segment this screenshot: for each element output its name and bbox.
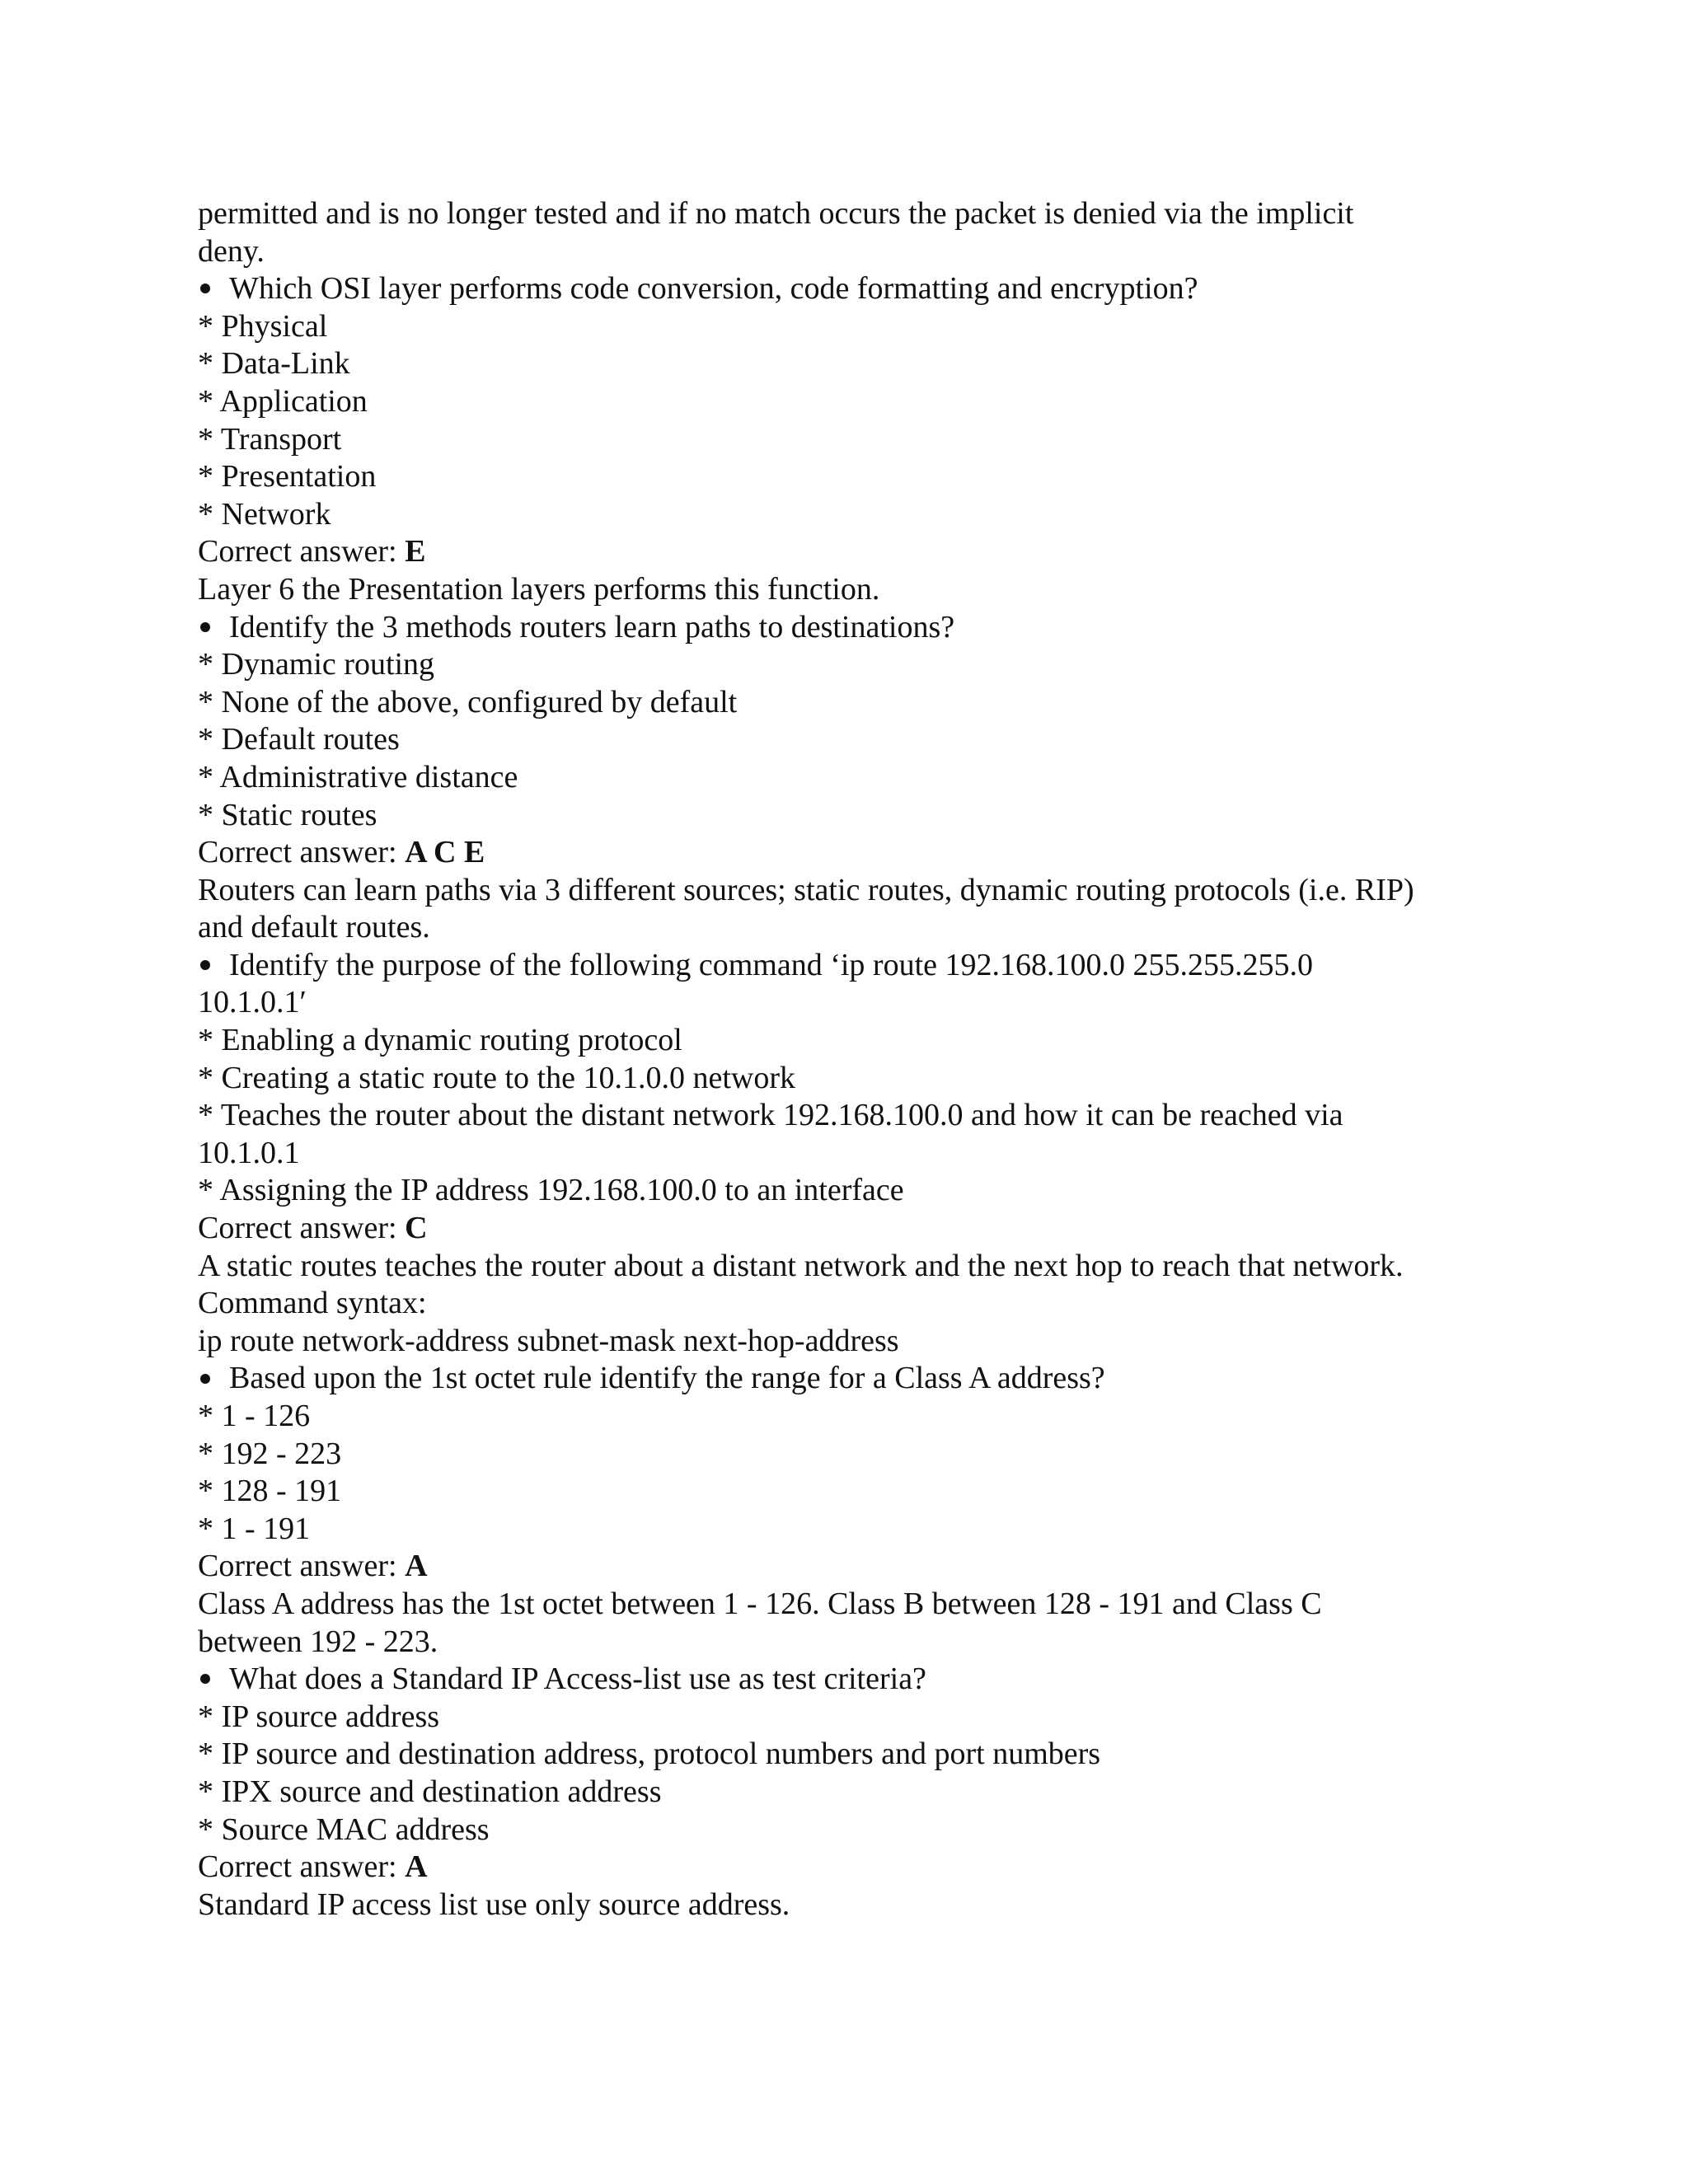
question-line — [198, 270, 1517, 308]
answer-option: * Dynamic routing — [198, 647, 435, 682]
intro-line: permitted and is no longer tested and if no match occurs the packet is denied via the implicit — [198, 196, 1354, 231]
question-block — [198, 609, 1517, 947]
correct-answer-value: A — [405, 1549, 428, 1584]
answer-option: * IP source address — [198, 1699, 440, 1734]
correct-answer-label: Correct answer: — [198, 1211, 406, 1246]
question-line — [198, 984, 1517, 1022]
question-line — [198, 947, 1517, 985]
correct-answer-label: Correct answer: — [198, 1849, 406, 1885]
correct-answer-value: A C E — [405, 835, 485, 870]
question-line — [198, 1360, 1517, 1398]
bullet-dot-icon — [200, 960, 210, 970]
answer-option: * 192 - 223 — [198, 1436, 342, 1471]
question-text: What does a Standard IP Access-list use as test criteria? — [229, 1661, 926, 1697]
answer-option: * Administrative distance — [198, 759, 518, 794]
answer-option: * Presentation — [198, 459, 377, 494]
question-block — [198, 947, 1517, 1361]
correct-answer — [198, 1548, 1517, 1586]
bullet-icon — [198, 947, 229, 985]
answer-option: * Default routes — [198, 722, 400, 757]
answer-option: * Data-Link — [198, 346, 350, 382]
intro-line: deny. — [198, 233, 265, 269]
bullet-icon — [198, 1661, 229, 1699]
document-page — [198, 195, 1517, 1924]
question-line — [198, 609, 1517, 647]
bullet-icon — [198, 609, 229, 647]
answer-option: * Source MAC address — [198, 1811, 490, 1847]
answer-option: * Teaches the router about the distant network 192.168.100.0 and how it can be reached via — [198, 1098, 1343, 1133]
correct-answer-label: Correct answer: — [198, 534, 406, 569]
correct-answer-value: C — [405, 1211, 428, 1246]
answer-option: * 1 - 191 — [198, 1511, 311, 1546]
answer-option: * Transport — [198, 421, 342, 457]
bullet-dot-icon — [200, 1374, 210, 1384]
correct-answer — [198, 1849, 1517, 1886]
question-block — [198, 270, 1517, 608]
question-text: Identify the 3 methods routers learn paths to destinations? — [229, 609, 955, 644]
answer-option: * IPX source and destination address — [198, 1774, 662, 1809]
answer-option: 10.1.0.1 — [198, 1135, 300, 1170]
explanation-line: Command syntax: — [198, 1286, 427, 1321]
answer-option: * Static routes — [198, 797, 377, 832]
answer-option: * Enabling a dynamic routing protocol — [198, 1023, 682, 1058]
correct-answer-value: A — [405, 1849, 428, 1885]
answer-option: * 1 - 126 — [198, 1399, 311, 1433]
explanation-line: Class A address has the 1st octet between 1 - 126. Class B between 128 - 191 and Class C — [198, 1586, 1322, 1621]
correct-answer-label: Correct answer: — [198, 1549, 406, 1584]
question-block — [198, 1661, 1517, 1924]
intro-paragraph — [198, 195, 1517, 270]
explanation-line: Layer 6 the Presentation layers performs this function. — [198, 571, 880, 607]
question-text: 10.1.0.1′ — [198, 985, 307, 1020]
answer-option: * IP source and destination address, protocol numbers and port numbers — [198, 1736, 1101, 1772]
correct-answer — [198, 834, 1517, 872]
correct-answer-value: E — [405, 534, 426, 569]
question-text: Based upon the 1st octet rule identify the range for a Class A address? — [229, 1361, 1105, 1396]
answer-option: * Assigning the IP address 192.168.100.0 to an interface — [198, 1173, 904, 1208]
explanation-line: Routers can learn paths via 3 different sources; static routes, dynamic routing protocols (i.e. RIP) — [198, 872, 1414, 907]
correct-answer-label: Correct answer: — [198, 835, 406, 870]
bullet-dot-icon — [200, 622, 210, 632]
bullet-dot-icon — [200, 1674, 210, 1684]
question-text: Identify the purpose of the following command ‘ip route 192.168.100.0 255.255.255.0 — [229, 947, 1314, 982]
explanation-line: between 192 - 223. — [198, 1624, 438, 1659]
correct-answer — [198, 1210, 1517, 1248]
bullet-icon — [198, 1360, 229, 1398]
correct-answer — [198, 533, 1517, 571]
answer-option: * 128 - 191 — [198, 1474, 342, 1509]
explanation-line: A static routes teaches the router about a distant network and the next hop to reach that network. — [198, 1248, 1404, 1283]
answer-option: * Physical — [198, 308, 328, 344]
question-text: Which OSI layer performs code conversion, code formatting and encryption? — [229, 271, 1198, 307]
explanation-line: and default routes. — [198, 910, 430, 945]
answer-option: * Application — [198, 383, 368, 419]
question-list — [198, 270, 1517, 1924]
question-line — [198, 1661, 1517, 1699]
answer-option: * None of the above, configured by default — [198, 684, 738, 719]
answer-option: * Creating a static route to the 10.1.0.0 network — [198, 1060, 795, 1095]
explanation-line: ip route network-address subnet-mask next-hop-address — [198, 1323, 899, 1358]
bullet-icon — [198, 270, 229, 308]
bullet-dot-icon — [200, 284, 210, 293]
answer-option: * Network — [198, 496, 331, 532]
explanation-line: Standard IP access list use only source address. — [198, 1886, 790, 1922]
question-block — [198, 1360, 1517, 1661]
